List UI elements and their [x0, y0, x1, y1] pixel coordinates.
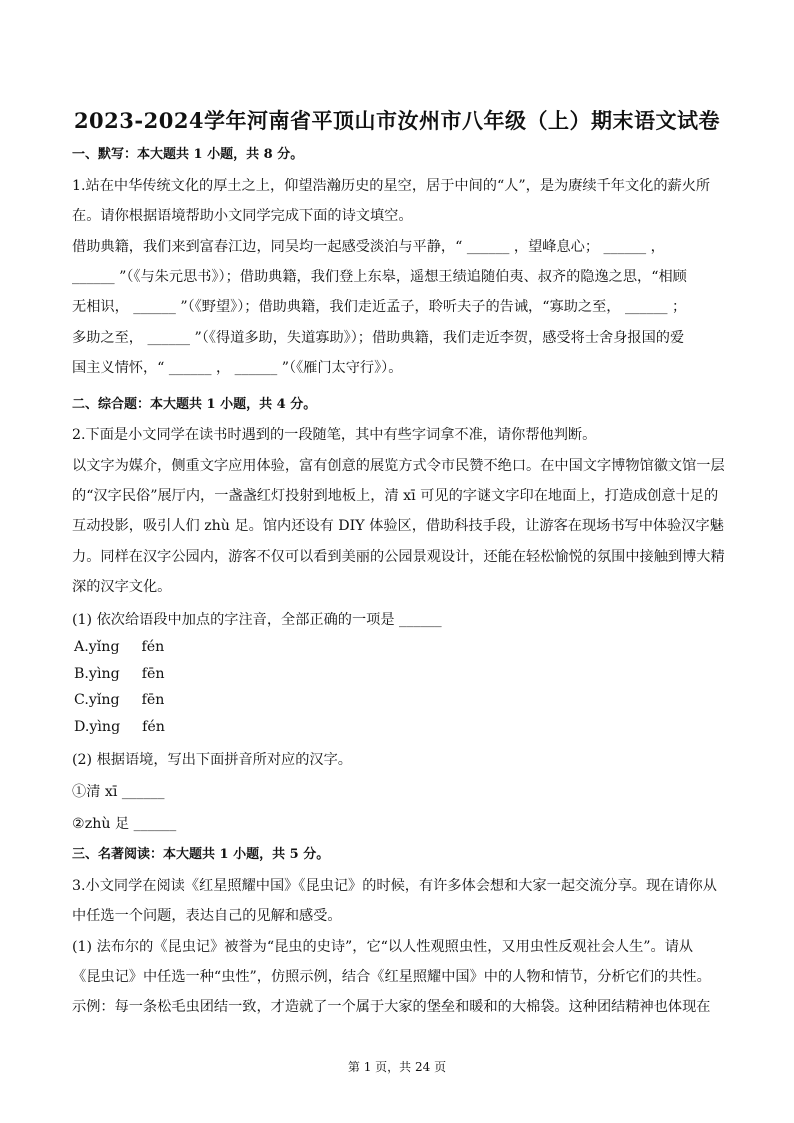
option-value: fén [141, 639, 165, 655]
option-value: fén [142, 719, 165, 735]
q3-text-line: 《昆虫记》中任选一种“虫性”，仿照示例，结合《红星照耀中国》中的人物和情节，分析它们的共性。 [72, 969, 711, 985]
q2-subquestion-2: (2) 根据语境，写出下面拼音所对应的汉字。 [72, 752, 352, 768]
option-label: D.yìng [74, 719, 121, 735]
q2-blank-1: ①清 xī ______ [72, 784, 165, 800]
q2-passage-line: 互动投影，吸引人们 zhù 足。馆内还设有 DIY 体验区，借助科技手段，让游客在现场书写中体验汉字魅 [72, 518, 724, 534]
q3-text-line: 示例：每一条松毛虫团结一致，才造就了一个属于大家的堡垒和暖和的大棉袋。这种团结精神也体现在 [72, 999, 711, 1015]
q2-subquestion-1: (1) 依次给语段中加点的字注音，全部正确的一项是 ______ [72, 612, 442, 628]
option-value: fēn [141, 692, 165, 708]
option-c [74, 690, 164, 710]
q2-passage-line: 深的汉字文化。 [72, 579, 172, 595]
q1-text-line: 借助典籍，我们来到富春江边，同吴均一起感受淡泊与平静，“ ______ ，望峰息心； ______ ， [72, 239, 665, 255]
q2-passage-line: 的“汉字民俗”展厅内，一盏盏红灯投射到地板上，清 xī 可见的字谜文字印在地面上，打造成创意十足的 [72, 488, 719, 504]
q2-passage-line: 以文字为媒介，侧重文字应用体验，富有创意的展览方式令市民赞不绝口。在中国文字博物馆徽文馆一层 [72, 458, 725, 474]
q2-passage-line: 力。同样在汉字公园内，游客不仅可以看到美丽的公园景观设计，还能在轻松愉悦的氛围中接触到博大精 [72, 549, 725, 565]
section-heading-1: 一、默写：本大题共 1 小题，共 8 分。 [72, 147, 304, 162]
page-title: 2023-2024学年河南省平顶山市汝州市八年级（上）期末语文试卷 [73, 108, 721, 133]
page-footer: 第 1 页，共 24 页 [347, 1060, 447, 1074]
q1-text-line: 在。请你根据语境帮助小文同学完成下面的诗文填空。 [72, 208, 413, 224]
q3-text-line: 3.小文同学在阅读《红星照耀中国》《昆虫记》的时候，有许多体会想和大家一起交流分享。现在请你从 [72, 878, 717, 894]
option-b [74, 664, 165, 684]
q1-text-line: 国主义情怀，“ ______ ， ______ ”（《雁门太守行》）。 [72, 360, 403, 376]
section-heading-3: 三、名著阅读：本大题共 1 小题，共 5 分。 [72, 847, 330, 862]
option-label: A.yǐng [74, 639, 120, 655]
option-a [74, 637, 164, 657]
q3-text-line: (1) 法布尔的《昆虫记》被誉为“昆虫的史诗”，它“以人性观照虫性，又用虫性反观社会人生”。请从 [72, 939, 694, 955]
q2-blank-2: ②zhù 足 ______ [72, 816, 177, 832]
option-label: C.yǐng [74, 692, 120, 708]
q1-text-line: 1.站在中华传统文化的厚土之上，仰望浩瀚历史的星空，居于中间的“人”，是为赓续千年文化的薪火所 [72, 178, 711, 194]
section-heading-2: 二、综合题：本大题共 1 小题，共 4 分。 [72, 397, 317, 412]
q1-text-line: ______ ”（《与朱元思书》）；借助典籍，我们登上东皋，遥想王绩追随伯夷、叔齐的隐逸之思，“相顾 [72, 269, 687, 285]
q3-text-line: 中任选一个问题，表达自己的见解和感受。 [72, 908, 342, 924]
option-label: B.yìng [74, 666, 120, 682]
q1-text-line: 无相识， ______ ”（《野望》）；借助典籍，我们走近孟子，聆听夫子的告诫，“寡助之至， ______ ； [72, 299, 687, 315]
q1-text-line: 多助之至， ______ ”（《得道多助，失道寡助》）；借助典籍，我们走近李贺，感受将士舍身报国的爱 [72, 330, 685, 346]
q2-text-line: 2.下面是小文同学在读书时遇到的一段随笔，其中有些字词拿不准，请你帮他判断。 [72, 427, 597, 443]
option-d [74, 717, 165, 737]
option-value: fēn [141, 666, 165, 682]
